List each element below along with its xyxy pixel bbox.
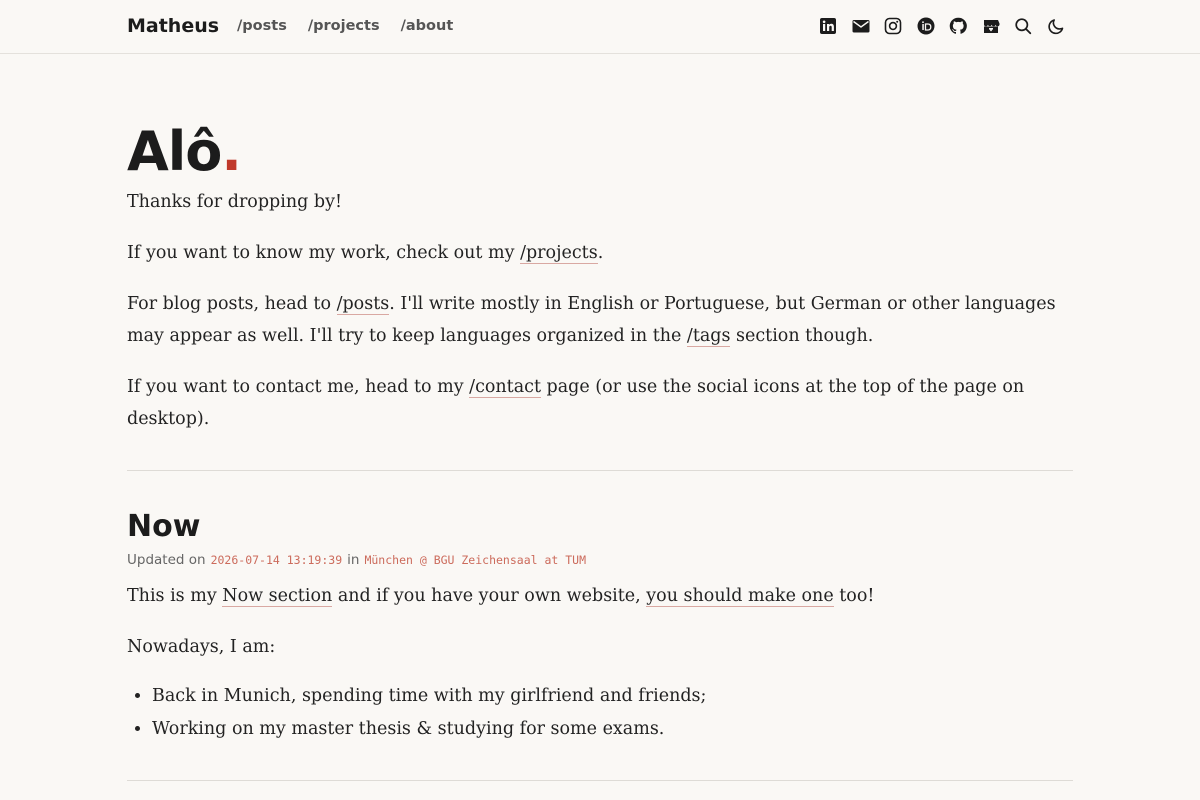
moon-icon[interactable] bbox=[1047, 17, 1065, 35]
nav-projects[interactable]: /projects bbox=[307, 18, 380, 34]
text: . I'll write mostly in English or Portuguese, but German or other languages may appear as well. I'll try to keep languages organized in the bbox=[127, 294, 1056, 346]
text: page (or use the social icons at the top of the page on desktop). bbox=[127, 377, 1025, 429]
text: This is my bbox=[127, 586, 223, 606]
posts-link[interactable]: /posts bbox=[336, 294, 390, 314]
hero-text: Alô bbox=[127, 120, 222, 183]
search-icon[interactable] bbox=[1014, 17, 1032, 35]
now-intro-paragraph bbox=[127, 580, 1073, 612]
intro-contact-paragraph bbox=[127, 371, 1073, 435]
now-meta bbox=[127, 550, 1073, 570]
mail-icon[interactable] bbox=[852, 17, 870, 35]
make-one-link[interactable]: you should make one bbox=[646, 586, 834, 606]
intro-posts-paragraph bbox=[127, 288, 1073, 352]
text: For blog posts, head to bbox=[127, 294, 337, 314]
projects-link[interactable]: /projects bbox=[520, 243, 598, 263]
list-item: • Working on my master thesis & studying for some exams. bbox=[152, 713, 1073, 745]
location-text: München @ BGU Zeichensaal at TUM bbox=[364, 553, 587, 567]
social-icons bbox=[819, 17, 1065, 35]
main-nav bbox=[237, 18, 453, 34]
list-item: • Back in Munich, spending time with my girlfriend and friends; bbox=[152, 680, 1073, 712]
tags-link[interactable]: /tags bbox=[686, 326, 731, 346]
hero-title bbox=[127, 120, 1073, 184]
text: and if you have your own website, bbox=[332, 586, 647, 606]
section-divider bbox=[127, 780, 1073, 781]
brand-link[interactable]: Matheus bbox=[127, 15, 220, 37]
main-content bbox=[127, 120, 1073, 781]
site-header bbox=[0, 0, 1200, 54]
text: . bbox=[597, 243, 604, 263]
github-icon[interactable] bbox=[949, 17, 967, 35]
itchio-icon[interactable] bbox=[982, 17, 1000, 35]
nowadays-label: Nowadays, I am: bbox=[127, 637, 276, 657]
text: section though. bbox=[730, 326, 874, 346]
updated-label: Updated on bbox=[127, 552, 206, 568]
now-title: Now bbox=[127, 509, 201, 544]
intro-greeting: Thanks for dropping by! bbox=[127, 192, 342, 212]
intro-projects-paragraph bbox=[127, 237, 1073, 269]
orcid-icon[interactable] bbox=[917, 17, 935, 35]
section-divider bbox=[127, 470, 1073, 471]
text: too! bbox=[833, 586, 875, 606]
now-section-link[interactable]: Now section bbox=[222, 586, 333, 606]
linkedin-icon[interactable] bbox=[819, 17, 837, 35]
now-list bbox=[127, 680, 1073, 745]
nav-posts[interactable]: /posts bbox=[237, 18, 287, 34]
hero-dot: . bbox=[221, 120, 241, 183]
instagram-icon[interactable] bbox=[884, 17, 902, 35]
text: If you want to contact me, head to my bbox=[127, 377, 470, 397]
text: If you want to know my work, check out my bbox=[127, 243, 521, 263]
contact-link[interactable]: /contact bbox=[469, 377, 541, 397]
updated-timestamp: 2026-07-14 13:19:39 bbox=[210, 553, 343, 567]
intro-section bbox=[127, 186, 1073, 435]
nav-about[interactable]: /about bbox=[400, 18, 454, 34]
in-label: in bbox=[347, 552, 360, 568]
